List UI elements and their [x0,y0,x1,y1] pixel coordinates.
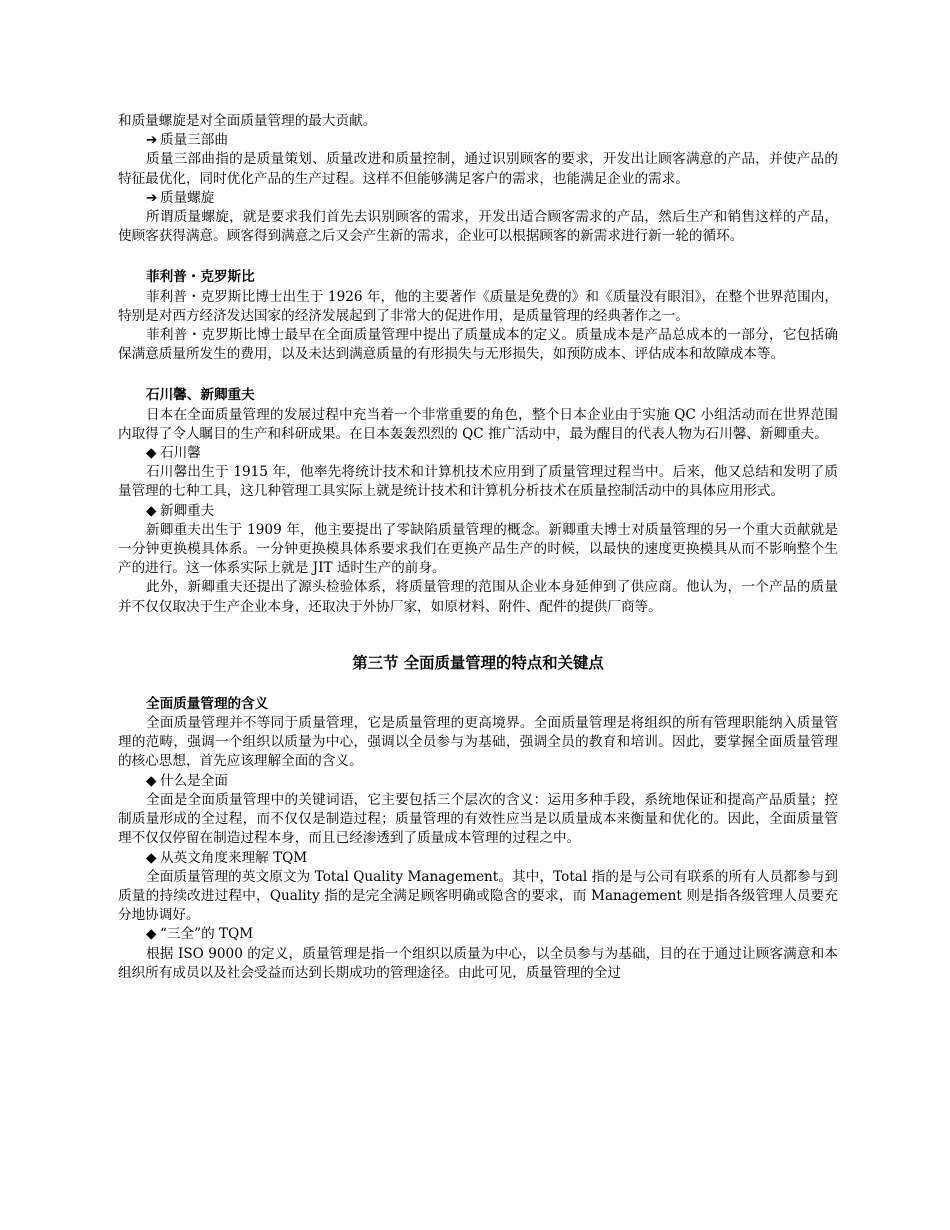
bullet-item [118,772,838,791]
bullet-item [118,849,838,868]
bullet-label: 新卿重夫 [160,502,215,519]
subheading: 全面质量管理的含义 [146,695,269,712]
paragraph: 菲利普・克罗斯比博士出生于 1926 年，他的主要著作《质量是免费的》和《质量没有眼泪》，在整个世界范围内，特别是对西方经济发达国家的经济发展起到了非常大的促进作用，是质量管理的经典著作之一。 [118,288,838,324]
arrow-icon: ➔ [146,132,158,149]
section-title: 第三节 全面质量管理的特点和关键点 [352,653,604,672]
paragraph: 所谓质量螺旋，就是要求我们首先去识别顾客的需求，开发出适合顾客需求的产品，然后生产和销售这样的产品，使顾客获得满意。顾客得到满意之后又会产生新的需求，企业可以根据顾客的新需求进行新一轮的循环。 [118,209,838,245]
paragraph: 全面质量管理并不等同于质量管理，它是质量管理的更高境界。全面质量管理是将组织的所有管理职能纳入质量管理的范畴，强调一个组织以质量为中心，强调以全员参与为基础，强调全员的教育和培训。因此，要掌握全面质量管理的核心思想，首先应该理解全面的含义。 [118,715,838,770]
bullet-item [118,502,838,521]
bullet-label: 质量三部曲 [160,132,228,149]
paragraph: 根据 ISO 9000 的定义，质量管理是指一个组织以质量为中心，以全员参与为基础，目的在于通过让顾客满意和本组织所有成员以及社会受益而达到长期成功的管理途径。由此可见，质量管理的全过 [118,945,838,981]
bullet-item [118,925,838,944]
paragraph: 新卿重夫出生于 1909 年，他主要提出了零缺陷质量管理的概念。新卿重夫博士对质量管理的另一个重大贡献就是一分钟更换模具体系。一分钟更换模具体系要求我们在更换产品生产的时候，以最快的速度更换模具从而不影响整个生产的进行。这一体系实际上就是 JIT 适时生产的前身。 [118,521,838,577]
paragraph: 石川馨出生于 1915 年，他率先将统计技术和计算机技术应用到了质量管理过程当中。后来，他又总结和发明了质量管理的七种工具，这几种管理工具实际上就是统计技术和计算机分析技术在质量控制活动中的具体应用形式。 [118,464,838,500]
subheading: 石川馨、新卿重夫 [146,387,255,404]
diamond-icon: ◆ [146,445,157,462]
diamond-icon: ◆ [146,849,157,866]
paragraph: 质量三部曲指的是质量策划、质量改进和质量控制，通过识别顾客的要求，开发出让顾客满意的产品，并使产品的特征最优化，同时优化产品的生产过程。这样不但能够满足客户的需求，也能满足企业的需求。 [118,151,838,187]
document-page [118,112,838,983]
bullet-label: 质量螺旋 [160,189,215,206]
diamond-icon: ◆ [146,926,157,943]
diamond-icon: ◆ [146,502,157,519]
paragraph: 此外，新卿重夫还提出了源头检验体系，将质量管理的范围从企业本身延伸到了供应商。他认为，一个产品的质量并不仅仅取决于生产企业本身，还取决于外协厂家，如原材料、附件、配件的提供厂商等。 [118,579,838,615]
bullet-label: 什么是全面 [160,772,228,789]
paragraph: 菲利普・克罗斯比博士最早在全面质量管理中提出了质量成本的定义。质量成本是产品总成本的一部分，它包括确保满意质量所发生的费用，以及未达到满意质量的有形损失与无形损失，如预防成本、评估成本和故障成本等。 [118,327,838,363]
bullet-item [118,444,838,463]
paragraph: 和质量螺旋是对全面质量管理的最大贡献。 [118,113,377,129]
paragraph: 全面是全面质量管理中的关键词语，它主要包括三个层次的含义：运用多种手段，系统地保证和提高产品质量；控制质量形成的全过程，而不仅仅是制造过程；质量管理的有效性应当是以质量成本来衡量和优化的。因此，全面质量管理不仅仅停留在制造过程本身，而且已经渗透到了质量成本管理的过程之中。 [118,791,838,847]
paragraph: 全面质量管理的英文原文为 Total Quality Management。其中，Total 指的是与公司有联系的所有人员都参与到质量的持续改进过程中，Quality 指的是完全满足顾客明确或隐含的要求，而 Management 则是指各级管理人员要充分地协调好。 [118,868,838,924]
bullet-label: “三全”的 TQM [160,926,254,943]
bullet-item [118,189,838,208]
arrow-icon: ➔ [146,189,158,206]
paragraph: 日本在全面质量管理的发展过程中充当着一个非常重要的角色，整个日本企业由于实施 QC 小组活动而在世界范围内取得了令人瞩目的生产和科研成果。在日本轰轰烈烈的 QC 推广活动中，最为醒目的代表人物为石川馨、新卿重夫。 [118,406,838,442]
subheading: 菲利普・克罗斯比 [146,269,255,286]
bullet-label: 从英文角度来理解 TQM [160,849,308,866]
diamond-icon: ◆ [146,772,157,789]
bullet-label: 石川馨 [160,445,201,462]
bullet-item [118,131,838,150]
